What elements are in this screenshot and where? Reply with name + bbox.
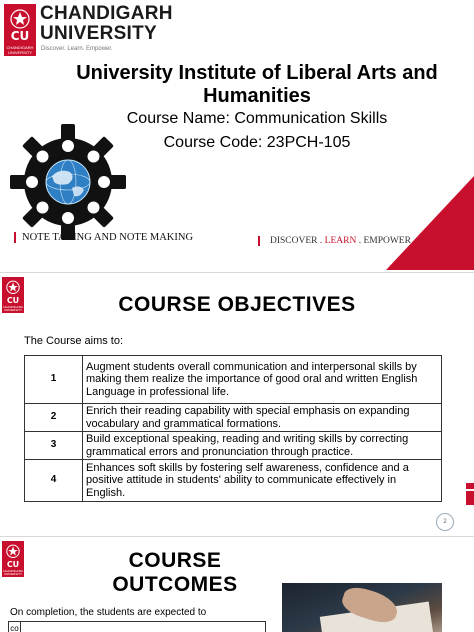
writing-hand-photo [282,583,442,632]
brand-name-line1: CHANDIGARH [40,3,173,24]
objectives-slide [0,272,474,534]
cu-logo [4,4,36,56]
brand-name [40,4,173,44]
motto-learn: LEARN [324,236,357,246]
objective-number: 1 [25,356,83,404]
slide-footer-motto [258,236,411,246]
section-intro: The Course aims to: [24,335,124,347]
motto-discover: DISCOVER . [270,236,325,246]
objective-text: Enhances soft skills by fostering self awareness, confidence and a positive attitude in students' ability to communicate effectively in English. [83,460,442,502]
section-heading [60,549,290,597]
objective-number: 3 [25,432,83,460]
objectives-table [24,355,442,502]
page-title: University Institute of Liberal Arts and Humanities [76,62,438,107]
heading-line2: OUTCOMES [112,573,238,596]
objective-number: 2 [25,404,83,432]
objective-number: 4 [25,460,83,502]
gear-globe-icon [4,118,132,246]
section-heading: COURSE OBJECTIVES [118,293,356,316]
cu-crest-icon [2,543,24,561]
decorative-side-tab [466,483,474,505]
brand-tagline: Discover. Learn. Empower. [41,46,113,52]
motto-empower: . EMPOWER [356,236,411,246]
outcomes-slide [0,536,474,632]
decorative-red-triangle [386,176,474,270]
outcomes-table [8,621,266,632]
table-row [25,460,442,502]
course-name: Course Name: Communication Skills [126,110,388,127]
section-intro: On completion, the students are expected to [10,607,207,618]
logo-subtext: CHANDIGARH UNIVERSITY [2,305,24,312]
logo-subtext: CHANDIGARH UNIVERSITY [6,45,34,55]
objective-text: Build exceptional speaking, reading and writing skills by correcting grammatical errors and pronunciation through practice. [83,432,442,460]
decorative-side-stripe [466,489,474,491]
slide-footer-topic: NOTE TAKING AND NOTE MAKING [14,232,193,243]
logo-text: CU [6,560,20,569]
course-code: Course Code: 23PCH-105 [163,134,351,151]
table-row [25,404,442,432]
table-row [25,432,442,460]
heading-line1: COURSE [128,549,222,572]
logo-subtext: CHANDIGARH UNIVERSITY [2,569,24,576]
objective-text: Augment students overall communication and interpersonal skills by making them realize the importance of good oral and written English Language in professional life. [83,356,442,404]
page-number: 2 [436,513,454,531]
brand-name-line2: UNIVERSITY [40,23,158,44]
objective-text: Enrich their reading capability with special emphasis on expanding vocabulary and grammatical formations. [83,404,442,432]
title-slide [0,0,474,270]
logo-text: CU [6,296,20,305]
table-row [25,356,442,404]
cu-logo-small [2,541,24,577]
table-cell: co [9,622,21,632]
logo-text: CU [10,29,30,43]
